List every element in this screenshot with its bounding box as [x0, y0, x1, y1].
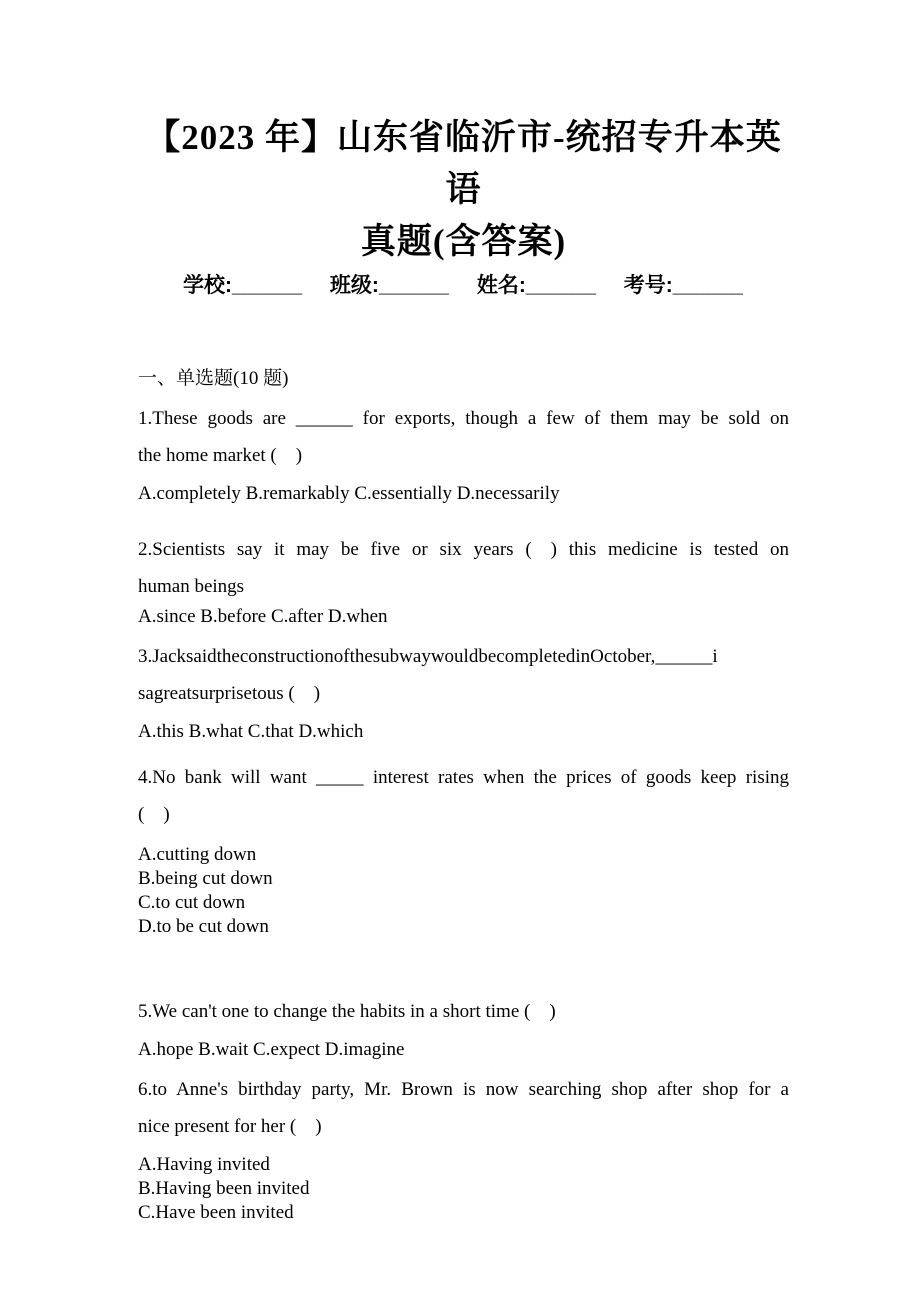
document-title [138, 112, 789, 268]
question-1 [138, 400, 789, 506]
question-3-line-2: sagreatsurprisetous ( ) [138, 683, 321, 704]
field-class: 班级:______ [329, 274, 449, 297]
question-6-options [138, 1153, 789, 1225]
document-title-line2: 真题(含答案) [360, 222, 567, 261]
question-2-line-1: 2.Scientists say it may be five or six years ( ) this medicine is tested on [138, 539, 789, 560]
option-item: C.to cut down [138, 892, 246, 913]
field-school: 学校:______ [183, 274, 303, 297]
document-title-line1: 【2023 年】山东省临沂市-统招专升本英语 [145, 118, 782, 209]
option-item: A.Having invited [138, 1154, 270, 1175]
field-exam-number: 考号:______ [623, 274, 743, 297]
question-5-line-1: 5.We can't one to change the habits in a short time ( ) [138, 1001, 556, 1022]
question-3-line-1: 3.JacksaidtheconstructionofthesubwaywouldbecompletedinOctober,______i [138, 646, 718, 667]
option-item: B.being cut down [138, 868, 273, 889]
question-4-line-1: 4.No bank will want _____ interest rates when the prices of goods keep rising [138, 767, 789, 788]
question-4-options [138, 843, 789, 939]
question-3-options: A.this B.what C.that D.which [138, 721, 364, 742]
question-4 [138, 759, 789, 939]
question-4-line-2: ( ) [138, 804, 170, 825]
question-2 [138, 531, 789, 629]
question-6-line-2: nice present for her ( ) [138, 1116, 322, 1137]
question-1-options: A.completely B.remarkably C.essentially D.necessarily [138, 483, 560, 504]
question-5 [138, 993, 789, 1062]
question-1-line-2: the home market ( ) [138, 445, 303, 466]
question-2-line-2: human beings [138, 576, 245, 597]
field-name: 姓名:______ [476, 274, 596, 297]
option-item: A.cutting down [138, 844, 257, 865]
question-3 [138, 638, 789, 744]
section-heading: 一、单选题(10 题) [138, 368, 289, 389]
question-6 [138, 1071, 789, 1225]
option-item: B.Having been invited [138, 1178, 310, 1199]
option-item: D.to be cut down [138, 916, 269, 937]
question-5-options: A.hope B.wait C.expect D.imagine [138, 1039, 405, 1060]
question-6-line-1: 6.to Anne's birthday party, Mr. Brown is now searching shop after shop for a [138, 1079, 789, 1100]
student-info-fields [183, 271, 789, 301]
question-1-line-1: 1.These goods are ______ for exports, though a few of them may be sold on [138, 408, 789, 429]
question-2-options: A.since B.before C.after D.when [138, 606, 388, 627]
option-item: C.Have been invited [138, 1202, 294, 1223]
